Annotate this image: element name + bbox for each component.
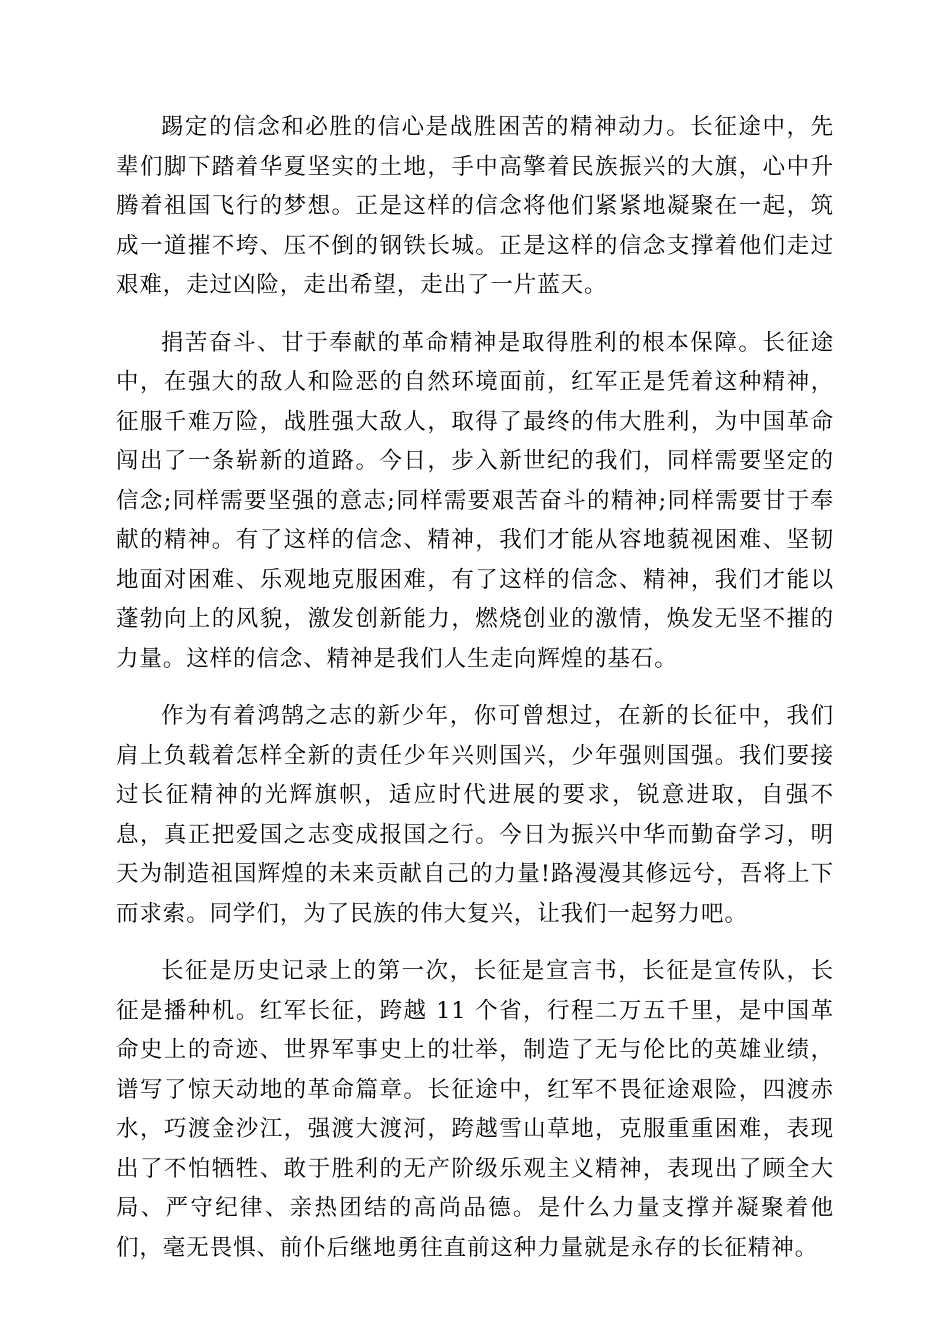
paragraph-long-march: 长征是历史记录上的第一次，长征是宣言书，长征是宣传队，长征是播种机。红军长征，跨越 11 个省，行程二万五千里，是中国革命史上的奇迹、世界军事史上的壮举，制造了无与伦比的英雄业绩，谱写了惊天动地的革命篇章。长征途中，红军不畏征途艰险，四渡赤水，巧渡金沙江，强渡大渡河，跨越雪山草地，克服重重困难，表现出了不怕牺牲、敢于胜利的无产阶级乐观主义精神，表现出了顾全大局、严守纪律、亲热团结的高尚品德。是什么力量支撑并凝聚着他们，毫无畏惧、前仆后继地勇往直前这种力量就是永存的长征精神。 bbox=[116, 958, 834, 1261]
paragraph-belief: 踢定的信念和必胜的信心是战胜困苦的精神动力。长征途中，先辈们脚下踏着华夏坚实的土地，手中高擎着民族振兴的大旗，心中升腾着祖国飞行的梦想。正是这样的信念将他们紧紧地凝聚在一起，筑成一道摧不垮、压不倒的钢铁长城。正是这样的信念支撑着他们走过艰难，走过凶险，走出希望，走出了一片蓝天。 bbox=[116, 114, 834, 298]
paragraph-youth: 作为有着鸿鹄之志的新少年，你可曾想过，在新的长征中，我们肩上负载着怎样全新的责任少年兴则国兴，少年强则国强。我们要接过长征精神的光辉旗帜，适应时代进展的要求，锐意进取，自强不息，真正把爱国之志变成报国之行。今日为振兴中华而勤奋学习，明天为制造祖国辉煌的未来贡献自己的力量!路漫漫其修远兮，吾将上下而求索。同学们，为了民族的伟大复兴，让我们一起努力吧。 bbox=[116, 703, 834, 927]
paragraph-revolutionary-spirit: 捐苦奋斗、甘于奉献的革命精神是取得胜利的根本保障。长征途中，在强大的敌人和险恶的自然环境面前，红军正是凭着这种精神，征服千难万险，战胜强大敌人，取得了最终的伟大胜利，为中国革命闯出了一条崭新的道路。今日，步入新世纪的我们，同样需要坚定的信念;同样需要坚强的意志;同样需要艰苦奋斗的精神;同样需要甘于奉献的精神。有了这样的信念、精神，我们才能从容地藐视困难、坚韧地面对困难、乐观地克服困难，有了这样的信念、精神，我们才能以蓬勃向上的风貌，激发创新能力，燃烧创业的激情，焕发无坚不摧的力量。这样的信念、精神是我们人生走向辉煌的基石。 bbox=[116, 329, 834, 672]
document-page bbox=[116, 108, 834, 1286]
